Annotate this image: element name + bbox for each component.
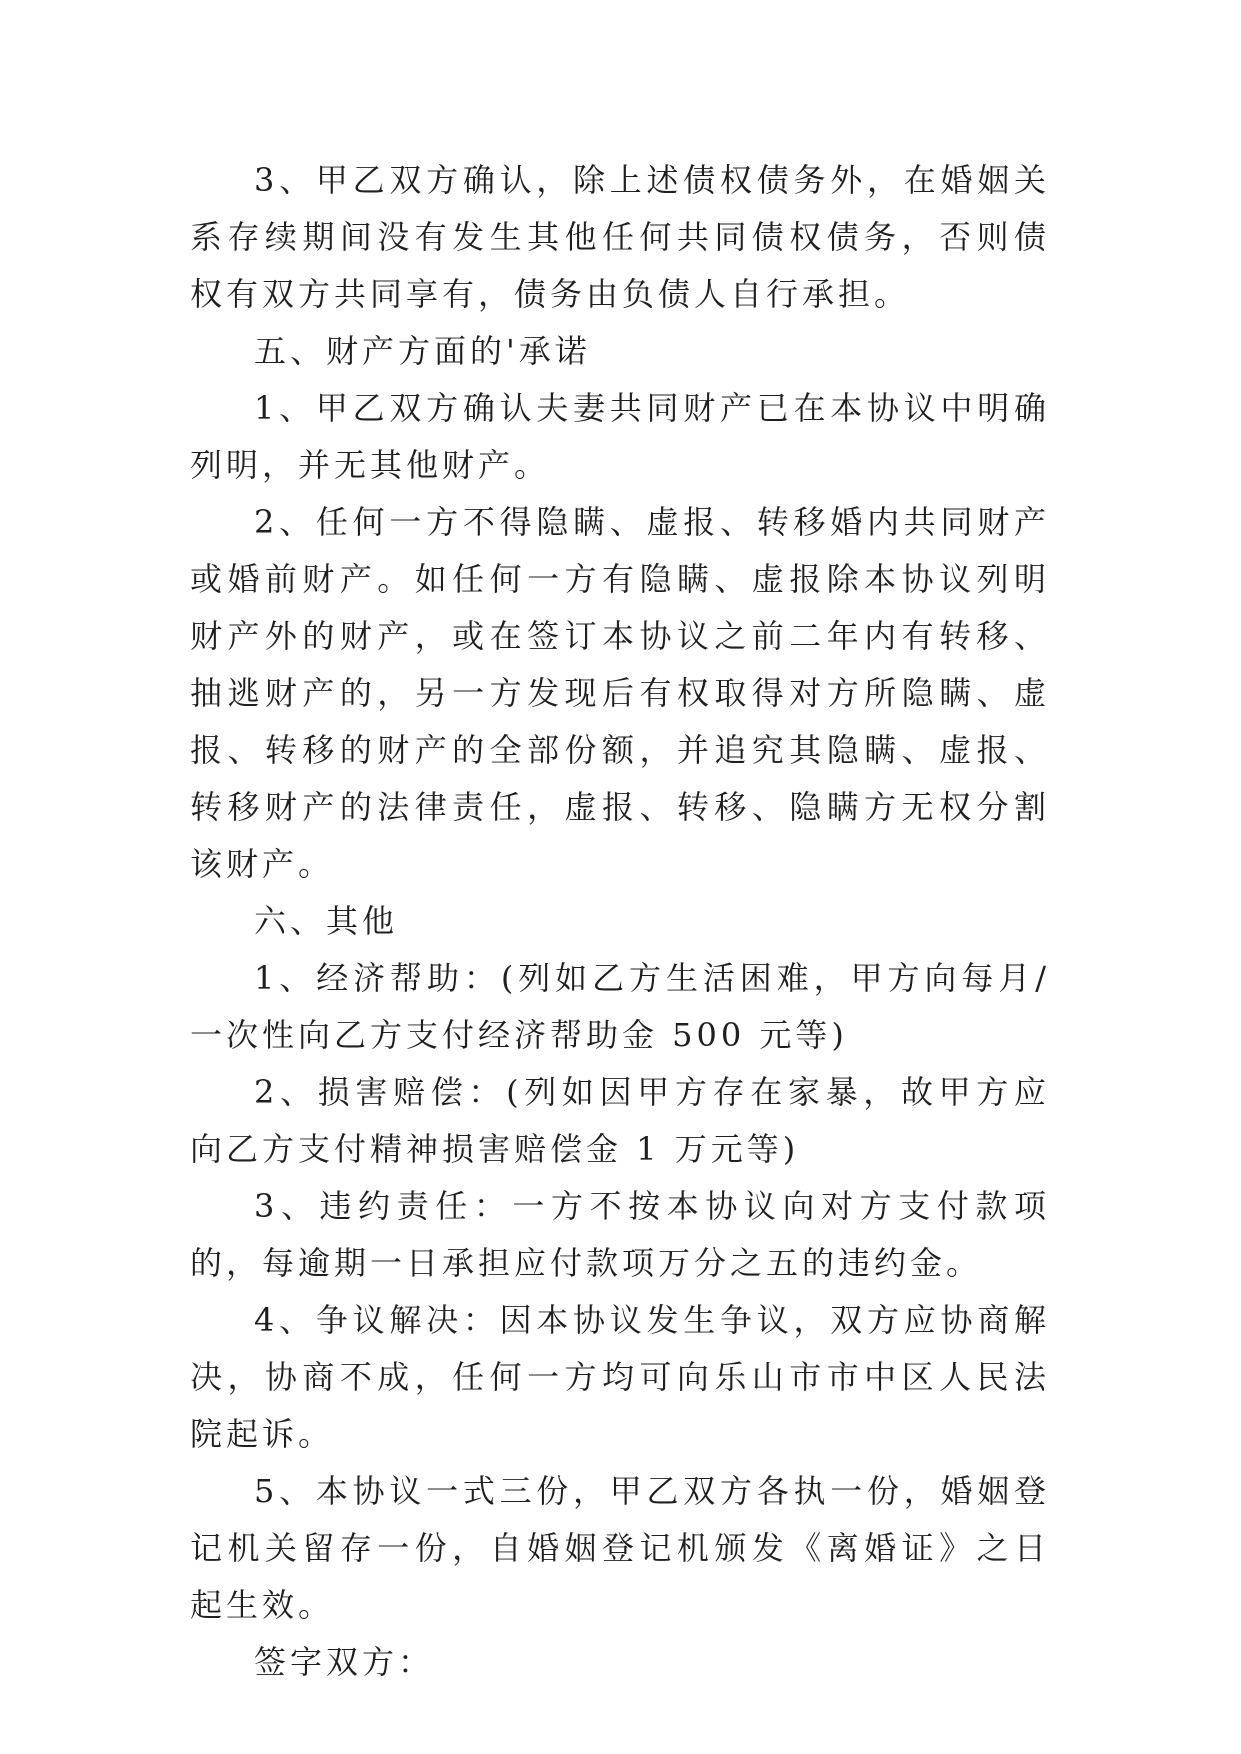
signature-label: 签字双方： bbox=[254, 1643, 435, 1681]
paragraph-dispute-resolution: 4、争议解决：因本协议发生争议，双方应协商解决，协商不成，任何一方均可向乐山市市中区人民法院起诉。 bbox=[190, 1301, 1050, 1453]
paragraph-no-concealment: 2、任何一方不得隐瞒、虚报、转移婚内共同财产或婚前财产。如任何一方有隐瞒、虚报除本协议列明财产外的财产，或在签订本协议之前二年内有转移、抽逃财产的，另一方发现后有权取得对方所隐瞒、虚报、转移的财产的全部份额，并追究其隐瞒、虚报、转移财产的法律责任，虚报、转移、隐瞒方无权分割该财产。 bbox=[190, 503, 1050, 883]
paragraph-breach-liability: 3、违约责任：一方不按本协议向对方支付款项的，每逾期一日承担应付款项万分之五的违约金。 bbox=[190, 1187, 1050, 1282]
heading-property-commitment: 五、财产方面的'承诺 bbox=[254, 332, 591, 370]
heading-other: 六、其他 bbox=[254, 902, 399, 940]
paragraph-property-listed: 1、甲乙双方确认夫妻共同财产已在本协议中明确列明，并无其他财产。 bbox=[190, 389, 1050, 484]
paragraph-debt-confirmation: 3、甲乙双方确认，除上述债权债务外，在婚姻关系存续期间没有发生其他任何共同债权债务，否则债权有双方共同享有，债务由负债人自行承担。 bbox=[190, 161, 1050, 313]
paragraph-copies-effective: 5、本协议一式三份，甲乙双方各执一份，婚姻登记机关留存一份，自婚姻登记机颁发《离婚证》之日起生效。 bbox=[190, 1472, 1050, 1624]
document-body bbox=[190, 152, 1050, 1691]
paragraph-damages: 2、损害赔偿：(列如因甲方存在家暴，故甲方应向乙方支付精神损害赔偿金 1 万元等) bbox=[190, 1073, 1050, 1168]
paragraph-economic-aid: 1、经济帮助：(列如乙方生活困难，甲方向每月/一次性向乙方支付经济帮助金 500 元等) bbox=[190, 959, 1050, 1054]
